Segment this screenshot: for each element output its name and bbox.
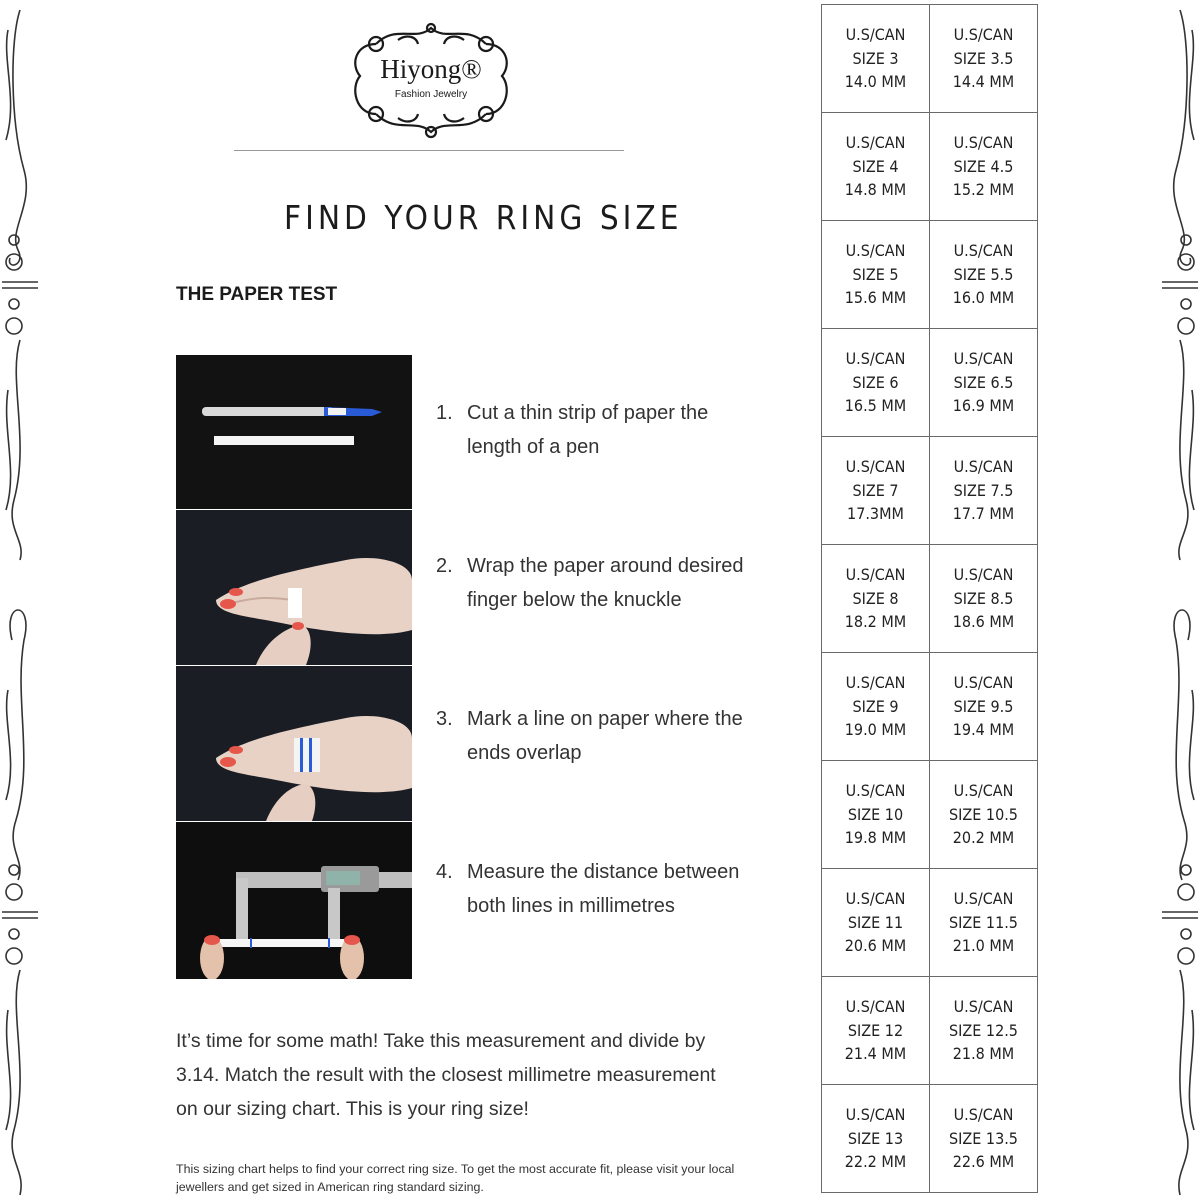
step-3-photo (176, 666, 412, 821)
size-system: U.S/CAN (845, 133, 906, 153)
size-mm: 14.8 MM (844, 180, 907, 200)
size-system: U.S/CAN (845, 1105, 906, 1125)
step-number: 3. (436, 708, 453, 730)
brand-logo (346, 14, 516, 144)
size-chart-cell (930, 437, 1038, 545)
size-mm: 15.6 MM (844, 288, 907, 308)
size-mm: 17.7 MM (952, 504, 1015, 524)
size-mm: 19.4 MM (952, 720, 1015, 740)
size-chart-cell (930, 761, 1038, 869)
size-chart-cell (930, 113, 1038, 221)
size-size: SIZE 11 (847, 912, 904, 932)
step-number: 2. (436, 555, 453, 577)
size-size: SIZE 6 (852, 372, 899, 392)
size-system: U.S/CAN (953, 25, 1014, 45)
size-chart-row (822, 221, 1038, 329)
section-title: THE PAPER TEST (176, 284, 338, 305)
size-size: SIZE 3 (852, 48, 899, 68)
size-chart-cell (822, 113, 930, 221)
size-size: SIZE 9.5 (953, 696, 1014, 716)
size-system: U.S/CAN (845, 457, 906, 477)
size-system: U.S/CAN (953, 781, 1014, 801)
size-mm: 21.8 MM (952, 1044, 1015, 1064)
size-chart-cell (930, 869, 1038, 977)
step-number: 4. (436, 861, 453, 883)
size-chart-cell (822, 869, 930, 977)
size-size: SIZE 13.5 (949, 1128, 1018, 1148)
size-size: SIZE 7.5 (953, 480, 1014, 500)
step-1-photo (176, 355, 412, 509)
step-4-photo (176, 822, 412, 979)
size-mm: 16.5 MM (844, 396, 907, 416)
size-system: U.S/CAN (953, 997, 1014, 1017)
step-text: Wrap the paper around desired finger below the knuckle (467, 555, 744, 611)
size-chart-cell (822, 761, 930, 869)
size-chart-cell (822, 977, 930, 1085)
step-2-photo (176, 510, 412, 665)
size-mm: 20.2 MM (952, 828, 1015, 848)
size-chart-cell (822, 653, 930, 761)
size-system: U.S/CAN (953, 889, 1014, 909)
size-chart-cell (822, 5, 930, 113)
header-divider (234, 150, 624, 151)
size-chart-cell (822, 221, 930, 329)
size-mm: 14.0 MM (844, 72, 907, 92)
size-chart-cell (930, 977, 1038, 1085)
size-size: SIZE 10.5 (949, 804, 1018, 824)
step-2 (436, 549, 766, 617)
size-chart-cell (930, 221, 1038, 329)
size-size: SIZE 11.5 (949, 912, 1018, 932)
size-size: SIZE 7 (852, 480, 899, 500)
size-chart-cell (930, 329, 1038, 437)
size-system: U.S/CAN (953, 241, 1014, 261)
size-chart-row (822, 869, 1038, 977)
size-mm: 21.0 MM (952, 936, 1015, 956)
size-system: U.S/CAN (845, 997, 906, 1017)
size-mm: 19.8 MM (844, 828, 907, 848)
size-size: SIZE 3.5 (953, 48, 1014, 68)
step-number: 1. (436, 402, 453, 424)
size-mm: 15.2 MM (952, 180, 1015, 200)
size-system: U.S/CAN (953, 565, 1014, 585)
size-system: U.S/CAN (845, 25, 906, 45)
size-mm: 18.2 MM (844, 612, 907, 632)
step-3 (436, 702, 766, 770)
size-chart-row (822, 113, 1038, 221)
right-scroll-border-ornament (1160, 0, 1200, 1200)
step-text: Measure the distance between both lines in millimetres (467, 861, 740, 917)
size-size: SIZE 13 (847, 1128, 904, 1148)
size-system: U.S/CAN (953, 457, 1014, 477)
calculation-instructions: It’s time for some math! Take this measurement and divide by 3.14. Match the result with the closest millimetre measurement on our sizing chart. This is your ring size! (176, 1030, 716, 1120)
size-chart-cell (930, 653, 1038, 761)
left-scroll-border-ornament (0, 0, 40, 1200)
size-chart-cell (822, 329, 930, 437)
size-size: SIZE 12 (847, 1020, 904, 1040)
size-size: SIZE 10 (847, 804, 904, 824)
step-text: Mark a line on paper where the ends overlap (467, 708, 743, 764)
size-mm: 18.6 MM (952, 612, 1015, 632)
page-title: FIND YOUR RING SIZE (284, 198, 683, 237)
size-mm: 20.6 MM (844, 936, 907, 956)
size-system: U.S/CAN (953, 1105, 1014, 1125)
size-size: SIZE 5.5 (953, 264, 1014, 284)
size-system: U.S/CAN (845, 673, 906, 693)
size-chart-row (822, 653, 1038, 761)
logo-name: Hiyong® (380, 54, 482, 84)
size-size: SIZE 12.5 (949, 1020, 1018, 1040)
logo-tagline: Fashion Jewelry (394, 89, 468, 100)
size-system: U.S/CAN (845, 241, 906, 261)
size-chart-row (822, 977, 1038, 1085)
size-chart-row (822, 545, 1038, 653)
size-chart-cell (930, 5, 1038, 113)
size-mm: 16.9 MM (952, 396, 1015, 416)
size-mm: 22.6 MM (952, 1152, 1015, 1172)
size-system: U.S/CAN (845, 349, 906, 369)
size-size: SIZE 4 (852, 156, 899, 176)
size-system: U.S/CAN (845, 565, 906, 585)
size-chart-row (822, 761, 1038, 869)
size-chart-cell (930, 545, 1038, 653)
size-system: U.S/CAN (845, 889, 906, 909)
size-mm: 21.4 MM (844, 1044, 907, 1064)
size-mm: 22.2 MM (844, 1152, 907, 1172)
size-chart-cell (930, 1085, 1038, 1193)
step-text: Cut a thin strip of paper the length of a pen (467, 402, 709, 458)
size-size: SIZE 5 (852, 264, 899, 284)
size-system: U.S/CAN (953, 349, 1014, 369)
size-system: U.S/CAN (953, 133, 1014, 153)
sizing-disclaimer: This sizing chart helps to find your correct ring size. To get the most accurate fit, please visit your local jewellers and get sized in American ring standard sizing. (176, 1162, 735, 1194)
size-chart-row (822, 437, 1038, 545)
step-4 (436, 855, 766, 923)
size-chart-row (822, 5, 1038, 113)
size-size: SIZE 6.5 (953, 372, 1014, 392)
size-mm: 16.0 MM (952, 288, 1015, 308)
size-mm: 14.4 MM (952, 72, 1015, 92)
ring-size-chart (821, 4, 1038, 1193)
size-chart-cell (822, 1085, 930, 1193)
size-size: SIZE 9 (852, 696, 899, 716)
size-chart-row (822, 329, 1038, 437)
size-mm: 17.3MM (847, 504, 904, 524)
size-size: SIZE 8 (852, 588, 899, 608)
size-chart-row (822, 1085, 1038, 1193)
size-system: U.S/CAN (845, 781, 906, 801)
size-size: SIZE 8.5 (953, 588, 1014, 608)
size-chart-cell (822, 545, 930, 653)
size-mm: 19.0 MM (844, 720, 907, 740)
size-system: U.S/CAN (953, 673, 1014, 693)
size-chart-cell (822, 437, 930, 545)
step-1 (436, 396, 766, 464)
size-size: SIZE 4.5 (953, 156, 1014, 176)
